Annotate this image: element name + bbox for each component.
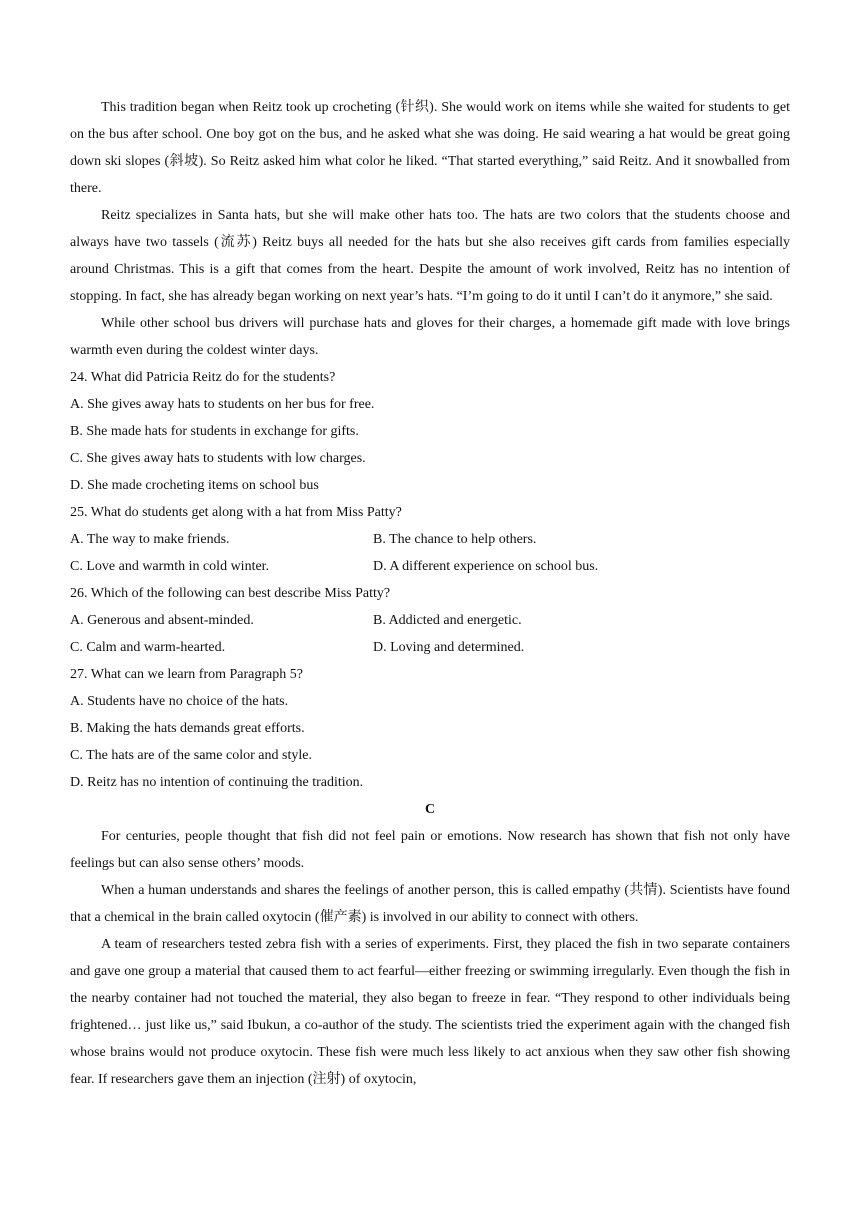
option-b: B. The chance to help others. xyxy=(373,532,537,547)
option-d: D. A different experience on school bus. xyxy=(373,559,599,574)
option-a: A. Students have no choice of the hats. xyxy=(70,694,289,709)
passage-b-paragraph-2: Reitz specializes in Santa hats, but she will make other hats too. The hats are two colors that the students choose and always have two tassels (流苏) Reitz buys all needed for the hats but she also receives gift cards from families especially around Christmas. This is a gift that comes from the heart. Despite the amount of work involved, Reitz has no intention of stopping. In fact, she has already began working on next year’s hats. “I’m going to do it until I can’t do it anymore,” she said. xyxy=(70,208,790,304)
option-a: A. Generous and absent-minded. xyxy=(70,613,254,628)
option-row xyxy=(70,526,790,553)
option-c: C. Love and warmth in cold winter. xyxy=(70,559,270,574)
question-stem: 26. Which of the following can best describe Miss Patty? xyxy=(70,586,391,601)
option-b: B. Making the hats demands great efforts. xyxy=(70,721,305,736)
option-row xyxy=(70,634,790,661)
option-c: C. She gives away hats to students with low charges. xyxy=(70,451,366,466)
question-stem: 25. What do students get along with a hat from Miss Patty? xyxy=(70,505,402,520)
option-a: A. The way to make friends. xyxy=(70,532,230,547)
question-27 xyxy=(70,661,790,796)
question-stem: 27. What can we learn from Paragraph 5? xyxy=(70,667,303,682)
option-a: A. She gives away hats to students on her bus for free. xyxy=(70,397,375,412)
option-d: D. She made crocheting items on school bus xyxy=(70,478,319,493)
question-24 xyxy=(70,364,790,499)
passage-c-paragraph-1: For centuries, people thought that fish did not feel pain or emotions. Now research has shown that fish not only have feelings but can also sense others’ moods. xyxy=(70,829,790,871)
option-row xyxy=(70,553,790,580)
option-b: B. She made hats for students in exchange for gifts. xyxy=(70,424,359,439)
option-d: D. Reitz has no intention of continuing the tradition. xyxy=(70,775,364,790)
passage-b-paragraph-3: While other school bus drivers will purchase hats and gloves for their charges, a homemade gift made with love brings warmth even during the coldest winter days. xyxy=(70,316,790,358)
option-c: C. The hats are of the same color and style. xyxy=(70,748,312,763)
option-b: B. Addicted and energetic. xyxy=(373,613,522,628)
option-d: D. Loving and determined. xyxy=(373,640,525,655)
option-c: C. Calm and warm-hearted. xyxy=(70,640,226,655)
passage-c-paragraph-2: When a human understands and shares the feelings of another person, this is called empathy (共情). Scientists have found that a chemical in the brain called oxytocin (催产素) is involved in our ability to connect with others. xyxy=(70,883,790,925)
question-stem: 24. What did Patricia Reitz do for the students? xyxy=(70,370,336,385)
passage-b xyxy=(70,94,790,364)
question-26 xyxy=(70,580,790,661)
section-heading: C xyxy=(424,802,436,817)
passage-b-paragraph-1: This tradition began when Reitz took up crocheting (针织). She would work on items while she waited for students to get on the bus after school. One boy got on the bus, and he asked what she was doing. He said wearing a hat would be great going down ski slopes (斜坡). So Reitz asked him what color he liked. “That started everything,” said Reitz. And it snowballed from there. xyxy=(70,100,790,196)
question-25 xyxy=(70,499,790,580)
passage-c-paragraph-3: A team of researchers tested zebra fish with a series of experiments. First, they placed the fish in two separate containers and gave one group a material that caused them to act fearful—either freezing or swimming irregularly. Even though the fish in the nearby container had not touched the material, they also began to freeze in fear. “They respond to other individuals being frightened… just like us,” said Ibukun, a co-author of the study. The scientists tried the experiment again with the changed fish whose brains would not produce oxytocin. These fish were much less likely to act anxious when they saw other fish showing fear. If researchers gave them an injection (注射) of oxytocin, xyxy=(70,937,790,1087)
option-row xyxy=(70,607,790,634)
passage-c xyxy=(70,796,790,1093)
